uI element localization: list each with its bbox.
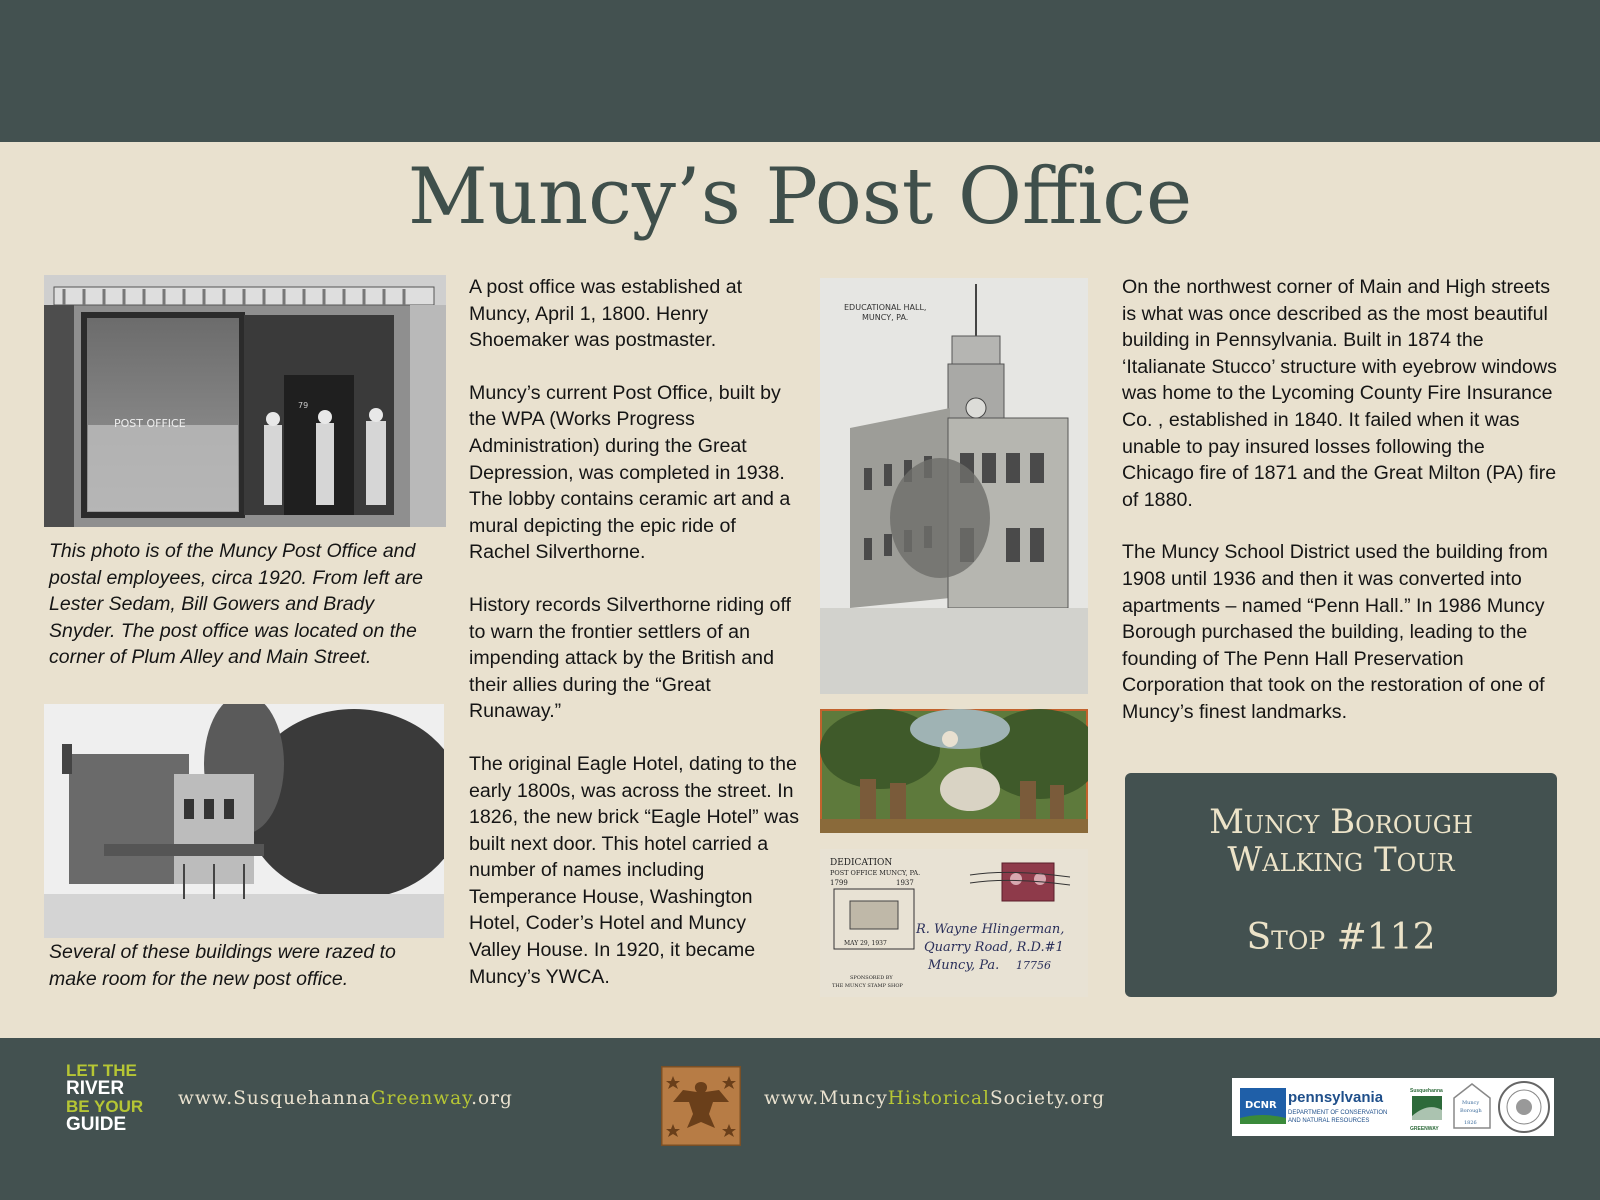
dedication-envelope <box>820 849 1088 997</box>
paragraph: The original Eagle Hotel, dating to the early 1800s, was across the street. In 1826, the new brick “Eagle Hotel” was built next door. This hotel carried a number of names including Temperance House, Washington Hotel, Coder’s Hotel and Muncy Valley House. In 1920, it became Muncy’s YWCA. <box>469 752 799 988</box>
tour-stop-number: Stop #112 <box>1246 917 1436 958</box>
dcnr-logo-text: DCNR <box>1245 1100 1277 1111</box>
tour-title-line2: Walking Tour <box>1227 840 1455 880</box>
pennsylvania-logo-text: pennsylvania <box>1288 1089 1384 1106</box>
greenway-logo-top: Susquehanna <box>1410 1088 1443 1094</box>
envelope-zip: 17756 <box>1016 959 1051 972</box>
river-line-1: LET THE <box>66 1061 137 1080</box>
envelope-address-2: Quarry Road, R.D.#1 <box>924 940 1064 955</box>
partner-logos <box>1232 1078 1554 1136</box>
let-the-river-logo <box>66 1062 143 1134</box>
paragraph: History records Silverthorne riding off to warn the frontier settlers of an impending attack by the British and their allies during the “Great Runaway.” <box>469 593 791 723</box>
url2-highlight: Historical <box>887 1088 990 1109</box>
top-band <box>0 0 1600 142</box>
page-title: Muncy’s Post Office <box>407 152 1193 242</box>
eagle-emblem-icon <box>661 1066 741 1146</box>
envelope-sponsor-2: THE MUNCY STAMP SHOP <box>832 983 903 989</box>
river-line-2: RIVER <box>66 1078 125 1099</box>
url1-highlight: Greenway <box>370 1088 472 1109</box>
borough-logo-line-2: Borough <box>1460 1108 1482 1114</box>
silverthorne-mural <box>820 709 1088 833</box>
walking-tour-box <box>1125 773 1557 997</box>
envelope-address-1: R. Wayne Hlingerman, <box>916 922 1065 937</box>
envelope-date: MAY 29, 1937 <box>844 940 887 947</box>
envelope-address-3: Muncy, Pa. <box>928 958 1000 973</box>
url2-part: Society.org <box>989 1088 1106 1109</box>
url2-part: www.Muncy <box>764 1088 888 1109</box>
borough-logo-year: 1826 <box>1464 1120 1477 1126</box>
postcard-label-2: MUNCY, PA. <box>862 313 909 322</box>
pa-dept-line-2: AND NATURAL RESOURCES <box>1288 1118 1370 1124</box>
river-line-4: GUIDE <box>66 1114 127 1135</box>
post-office-photo-caption: This photo is of the Muncy Post Office and postal employees, circa 1920. From left are Lester Sedam, Bill Gowers and Brady Snyder. The post office was located on the corner of Plum Alley and Main Street. <box>49 540 423 668</box>
paragraph: On the northwest corner of Main and High streets is what was once described as the most beautiful building in Pennsylvania. Built in 1874 the ‘Italianate Stucco’ structure with eyebrow windows was home to the Lycoming County Fire Insurance Co. , established in 1840. It failed when it was unable to pay insured losses following the Chicago fire of 1871 and the Great Milton (PA) fire of 1880. <box>1122 276 1557 511</box>
envelope-dedication: DEDICATION <box>830 858 893 868</box>
muncy-historical-society-link[interactable] <box>764 1088 1105 1109</box>
street-scene-photo <box>44 704 444 938</box>
susquehanna-greenway-link[interactable] <box>178 1088 513 1109</box>
greenway-logo-bottom: GREENWAY <box>1410 1126 1439 1132</box>
url1-part: .org <box>471 1088 513 1109</box>
borough-logo-line-1: Muncy <box>1462 1100 1480 1106</box>
educational-hall-postcard <box>820 278 1088 694</box>
url1-part: www.Susquehanna <box>178 1088 371 1109</box>
tour-title-line1: Muncy Borough <box>1209 802 1473 842</box>
penn-hall-column <box>1122 274 1562 752</box>
street-scene-caption: Several of these buildings were razed to make room for the new post office. <box>49 941 396 990</box>
postcard-label-1: EDUCATIONAL HALL, <box>844 303 927 312</box>
paragraph: Muncy’s current Post Office, built by the WPA (Works Progress Administration) during the Great Depression, was completed in 1938. The lobby contains ceramic art and a mural depicting the epic ride of Rachel Silverthorne. <box>469 381 791 564</box>
pa-dept-line-1: DEPARTMENT OF CONSERVATION <box>1288 1110 1388 1116</box>
paragraph: The Muncy School District used the building from 1908 until 1936 and then it was converted into apartments – named “Penn Hall.” In 1986 Muncy Borough purchased the building, leading to the founding of The Penn Hall Preservation Corporation that took on the restoration of one of Muncy’s finest landmarks. <box>1122 541 1548 723</box>
door-number-text: 79 <box>298 401 309 410</box>
envelope-post-office: POST OFFICE MUNCY, PA. <box>830 869 921 877</box>
envelope-year-left: 1799 <box>830 879 848 887</box>
post-office-photo <box>44 275 446 527</box>
post-office-sign-text: POST OFFICE <box>114 417 186 430</box>
history-column <box>469 274 799 1016</box>
envelope-year-right: 1937 <box>896 879 914 887</box>
paragraph: A post office was established at Muncy, April 1, 1800. Henry Shoemaker was postmaster. <box>469 276 743 352</box>
envelope-sponsor-1: SPONSORED BY <box>850 975 893 981</box>
river-line-3: BE YOUR <box>66 1097 144 1116</box>
